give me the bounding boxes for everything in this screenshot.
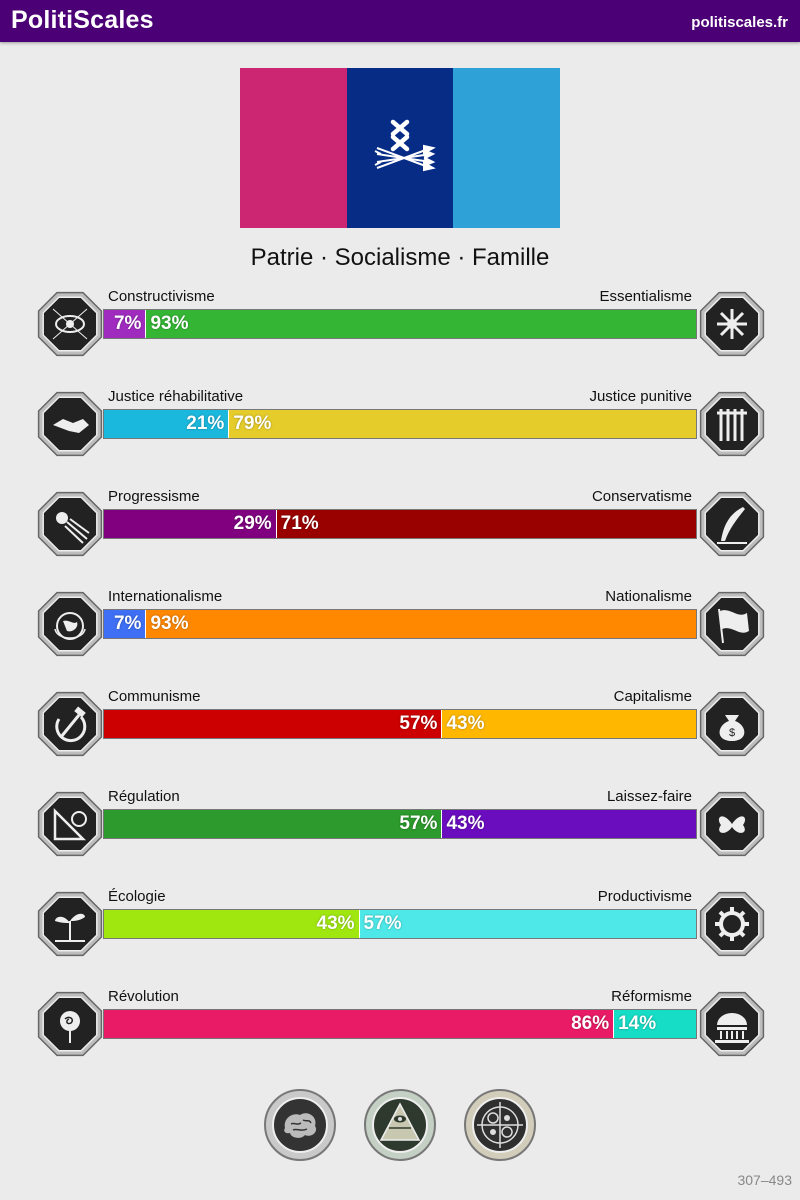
axis-left-segment <box>104 710 441 738</box>
axis-row <box>0 289 800 389</box>
axis-left-label: Écologie <box>108 888 166 905</box>
axis-left-label: Progressisme <box>108 488 200 505</box>
axis-right-percent: 43% <box>446 813 485 834</box>
flag-stripe-right <box>453 68 560 228</box>
prison-bars-icon <box>697 389 767 459</box>
axis-left-segment <box>104 310 145 338</box>
axis-left-label: Régulation <box>108 788 180 805</box>
axis-row <box>0 389 800 489</box>
axis-right-percent: 93% <box>150 313 189 334</box>
axis-left-segment <box>104 810 441 838</box>
axis-left-percent: 43% <box>316 913 355 934</box>
axis-left-percent: 29% <box>233 513 272 534</box>
axis-right-percent: 71% <box>280 513 319 534</box>
axis-right-percent: 43% <box>446 713 485 734</box>
axis-left-percent: 86% <box>571 1013 610 1034</box>
axis-row <box>0 589 800 689</box>
axis-right-label: Laissez-faire <box>606 788 692 805</box>
axis-row <box>0 989 800 1089</box>
axis-row <box>0 489 800 589</box>
axis-right-segment <box>276 510 696 538</box>
globe-icon <box>35 589 105 659</box>
hammer-sickle-icon <box>35 689 105 759</box>
axis-left-segment <box>104 410 228 438</box>
axis-right-segment <box>441 710 696 738</box>
flag-icon <box>697 589 767 659</box>
compass-badge-icon[interactable] <box>463 1088 537 1162</box>
axis-right-percent: 14% <box>618 1013 657 1034</box>
axis-right-label: Productivisme <box>597 888 692 905</box>
axis-right-label: Justice punitive <box>589 388 692 405</box>
axis-right-label: Réformisme <box>611 988 692 1005</box>
axis-right-percent: 93% <box>150 613 189 634</box>
axis-left-segment <box>104 910 359 938</box>
axis-left-percent: 57% <box>399 813 438 834</box>
axis-left-segment <box>104 510 276 538</box>
gear-icon <box>697 889 767 959</box>
axis-right-percent: 57% <box>363 913 402 934</box>
axis-right-label: Conservatisme <box>591 488 692 505</box>
handshake-icon <box>35 389 105 459</box>
set-square-icon <box>35 789 105 859</box>
axis-row <box>0 889 800 989</box>
axis-right-segment <box>613 1010 696 1038</box>
axis-left-percent: 7% <box>113 613 142 634</box>
axis-right-segment <box>145 610 696 638</box>
sprout-icon <box>35 889 105 959</box>
axis-bar <box>103 309 697 339</box>
comet-icon <box>35 489 105 559</box>
flower-icon <box>697 289 767 359</box>
quill-icon <box>697 489 767 559</box>
axis-row <box>0 689 800 789</box>
axis-bar <box>103 509 697 539</box>
money-bag-icon <box>697 689 767 759</box>
axis-bar <box>103 909 697 939</box>
axis-right-label: Nationalisme <box>605 588 692 605</box>
svg-text:$: $ <box>728 727 736 739</box>
axis-bar <box>103 409 697 439</box>
axis-right-segment <box>145 310 696 338</box>
axis-bar <box>103 1009 697 1039</box>
eye-icon <box>35 289 105 359</box>
axis-left-label: Révolution <box>108 988 179 1005</box>
axis-left-label: Internationalisme <box>108 588 223 605</box>
rose-icon <box>35 989 105 1059</box>
axis-left-segment <box>104 610 145 638</box>
axis-left-percent: 7% <box>113 313 142 334</box>
badges-row <box>0 1088 800 1164</box>
axis-left-label: Constructivisme <box>108 288 215 305</box>
axis-left-label: Communisme <box>108 688 201 705</box>
axis-row <box>0 789 800 889</box>
axis-left-segment <box>104 1010 613 1038</box>
axis-right-segment <box>359 910 696 938</box>
app-title[interactable]: PolitiScales <box>11 6 154 34</box>
site-link[interactable]: politiscales.fr <box>691 14 788 31</box>
axis-right-label: Capitalisme <box>613 688 692 705</box>
footer-id: 307–493 <box>737 1172 792 1188</box>
axis-bar <box>103 609 697 639</box>
axis-left-percent: 57% <box>399 713 438 734</box>
result-flag <box>240 68 560 228</box>
flag-stripe-left <box>240 68 347 228</box>
parliament-icon <box>697 989 767 1059</box>
result-slogan: Patrie · Socialisme · Famille <box>250 244 550 271</box>
axis-left-percent: 21% <box>186 413 225 434</box>
axis-left-label: Justice réhabilitative <box>108 388 244 405</box>
brain-badge-icon[interactable] <box>263 1088 337 1162</box>
illuminati-pyramid-badge-icon[interactable] <box>363 1088 437 1162</box>
axis-bar <box>103 809 697 839</box>
crossed-arrows-emblem-icon <box>347 68 453 228</box>
axis-right-segment <box>441 810 696 838</box>
butterflies-icon <box>697 789 767 859</box>
app-header <box>0 0 800 42</box>
axis-bar <box>103 709 697 739</box>
axis-right-segment <box>228 410 696 438</box>
axis-right-label: Essentialisme <box>599 288 692 305</box>
axis-right-percent: 79% <box>233 413 272 434</box>
